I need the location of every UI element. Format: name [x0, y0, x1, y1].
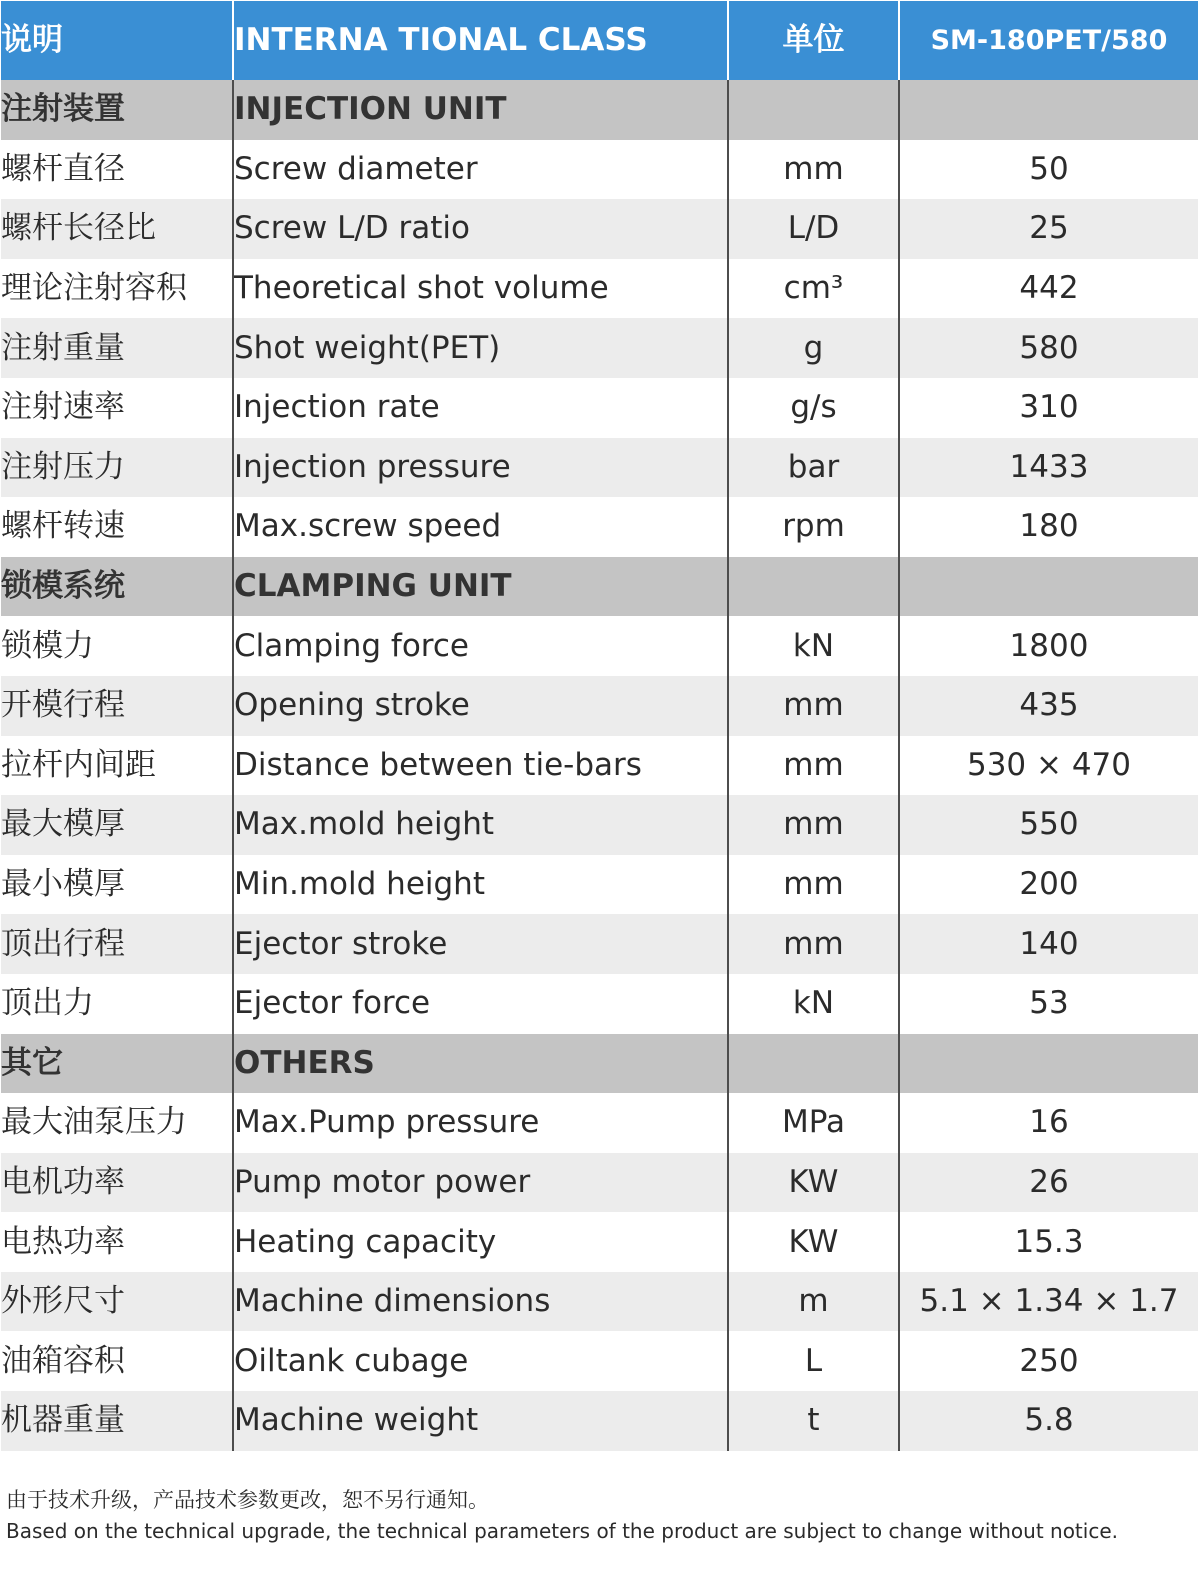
- param-unit: cm³: [728, 259, 899, 319]
- param-unit: kN: [728, 616, 899, 676]
- section-header-row: [1, 80, 1198, 140]
- param-name-en: Heating capacity: [233, 1212, 728, 1272]
- table-row: [1, 259, 1198, 319]
- section-empty-cell: [899, 557, 1198, 617]
- table-row: [1, 974, 1198, 1034]
- param-value: 550: [899, 795, 1198, 855]
- header-unit: 单位: [728, 1, 899, 80]
- param-name-en: Max.mold height: [233, 795, 728, 855]
- param-name-en: Machine weight: [233, 1391, 728, 1451]
- section-title-cn: 其它: [1, 1034, 233, 1094]
- param-name-cn: 螺杆直径: [1, 140, 233, 200]
- param-name-cn: 理论注射容积: [1, 259, 233, 319]
- param-name-en: Opening stroke: [233, 676, 728, 736]
- param-name-cn: 顶出行程: [1, 914, 233, 974]
- param-name-cn: 锁模力: [1, 616, 233, 676]
- param-name-en: Machine dimensions: [233, 1272, 728, 1332]
- param-unit: MPa: [728, 1093, 899, 1153]
- table-row: [1, 1153, 1198, 1213]
- table-header-row: [1, 1, 1198, 80]
- param-name-en: Screw diameter: [233, 140, 728, 200]
- param-value: 26: [899, 1153, 1198, 1213]
- param-name-cn: 最大油泵压力: [1, 1093, 233, 1153]
- table-row: [1, 736, 1198, 796]
- section-empty-cell: [728, 1034, 899, 1094]
- table-row: [1, 497, 1198, 557]
- section-title-en: INJECTION UNIT: [233, 80, 728, 140]
- param-unit: g: [728, 318, 899, 378]
- param-unit: KW: [728, 1212, 899, 1272]
- table-row: [1, 914, 1198, 974]
- param-value: 442: [899, 259, 1198, 319]
- table-row: [1, 616, 1198, 676]
- param-value: 1800: [899, 616, 1198, 676]
- section-title-en: OTHERS: [233, 1034, 728, 1094]
- param-name-en: Pump motor power: [233, 1153, 728, 1213]
- param-value: 435: [899, 676, 1198, 736]
- param-unit: mm: [728, 736, 899, 796]
- param-unit: kN: [728, 974, 899, 1034]
- section-title-cn: 锁模系统: [1, 557, 233, 617]
- param-unit: t: [728, 1391, 899, 1451]
- param-name-cn: 顶出力: [1, 974, 233, 1034]
- param-value: 5.1 × 1.34 × 1.7: [899, 1272, 1198, 1332]
- param-value: 200: [899, 855, 1198, 915]
- table-row: [1, 140, 1198, 200]
- header-international-class: INTERNA TIONAL CLASS: [233, 1, 728, 80]
- param-unit: mm: [728, 855, 899, 915]
- param-value: 16: [899, 1093, 1198, 1153]
- param-name-en: Theoretical shot volume: [233, 259, 728, 319]
- section-empty-cell: [899, 1034, 1198, 1094]
- param-unit: mm: [728, 676, 899, 736]
- header-description: 说明: [1, 1, 233, 80]
- table-row: [1, 1212, 1198, 1272]
- param-value: 180: [899, 497, 1198, 557]
- header-model: SM-180PET/580: [899, 1, 1198, 80]
- param-name-cn: 螺杆长径比: [1, 199, 233, 259]
- section-empty-cell: [899, 80, 1198, 140]
- spec-table-body: [1, 1, 1198, 1451]
- param-name-en: Ejector stroke: [233, 914, 728, 974]
- param-name-cn: 注射重量: [1, 318, 233, 378]
- param-value: 15.3: [899, 1212, 1198, 1272]
- param-unit: mm: [728, 795, 899, 855]
- param-unit: mm: [728, 140, 899, 200]
- param-name-cn: 油箱容积: [1, 1331, 233, 1391]
- section-title-en: CLAMPING UNIT: [233, 557, 728, 617]
- param-name-en: Max.screw speed: [233, 497, 728, 557]
- param-value: 140: [899, 914, 1198, 974]
- table-row: [1, 1391, 1198, 1451]
- param-unit: L/D: [728, 199, 899, 259]
- param-name-en: Injection rate: [233, 378, 728, 438]
- param-value: 50: [899, 140, 1198, 200]
- param-unit: g/s: [728, 378, 899, 438]
- param-name-cn: 外形尺寸: [1, 1272, 233, 1332]
- param-unit: m: [728, 1272, 899, 1332]
- param-name-en: Max.Pump pressure: [233, 1093, 728, 1153]
- table-row: [1, 795, 1198, 855]
- param-name-cn: 电机功率: [1, 1153, 233, 1213]
- table-row: [1, 318, 1198, 378]
- param-value: 580: [899, 318, 1198, 378]
- param-name-cn: 机器重量: [1, 1391, 233, 1451]
- param-name-en: Screw L/D ratio: [233, 199, 728, 259]
- param-unit: bar: [728, 438, 899, 498]
- param-unit: KW: [728, 1153, 899, 1213]
- footer-note-cn: 由于技术升级，产品技术参数更改，恕不另行通知。: [6, 1488, 489, 1512]
- param-unit: L: [728, 1331, 899, 1391]
- table-row: [1, 1093, 1198, 1153]
- param-value: 250: [899, 1331, 1198, 1391]
- spec-table: [1, 1, 1198, 1451]
- param-value: 25: [899, 199, 1198, 259]
- table-row: [1, 1272, 1198, 1332]
- table-row: [1, 438, 1198, 498]
- param-unit: mm: [728, 914, 899, 974]
- param-name-cn: 注射速率: [1, 378, 233, 438]
- table-row: [1, 676, 1198, 736]
- param-value: 1433: [899, 438, 1198, 498]
- section-title-cn: 注射装置: [1, 80, 233, 140]
- param-value: 310: [899, 378, 1198, 438]
- section-header-row: [1, 1034, 1198, 1094]
- param-name-cn: 拉杆内间距: [1, 736, 233, 796]
- param-name-en: Clamping force: [233, 616, 728, 676]
- table-row: [1, 855, 1198, 915]
- param-unit: rpm: [728, 497, 899, 557]
- param-value: 53: [899, 974, 1198, 1034]
- param-name-en: Ejector force: [233, 974, 728, 1034]
- param-name-cn: 螺杆转速: [1, 497, 233, 557]
- param-value: 5.8: [899, 1391, 1198, 1451]
- section-empty-cell: [728, 557, 899, 617]
- param-name-en: Shot weight(PET): [233, 318, 728, 378]
- param-value: 530 × 470: [899, 736, 1198, 796]
- param-name-en: Min.mold height: [233, 855, 728, 915]
- param-name-en: Oiltank cubage: [233, 1331, 728, 1391]
- param-name-cn: 电热功率: [1, 1212, 233, 1272]
- footer-note-en: Based on the technical upgrade, the technical parameters of the product are subject to change without notice.: [6, 1519, 1118, 1543]
- param-name-cn: 注射压力: [1, 438, 233, 498]
- table-row: [1, 199, 1198, 259]
- param-name-en: Distance between tie-bars: [233, 736, 728, 796]
- param-name-cn: 开模行程: [1, 676, 233, 736]
- param-name-cn: 最小模厚: [1, 855, 233, 915]
- section-empty-cell: [728, 80, 899, 140]
- table-row: [1, 378, 1198, 438]
- param-name-cn: 最大模厚: [1, 795, 233, 855]
- param-name-en: Injection pressure: [233, 438, 728, 498]
- table-row: [1, 1331, 1198, 1391]
- section-header-row: [1, 557, 1198, 617]
